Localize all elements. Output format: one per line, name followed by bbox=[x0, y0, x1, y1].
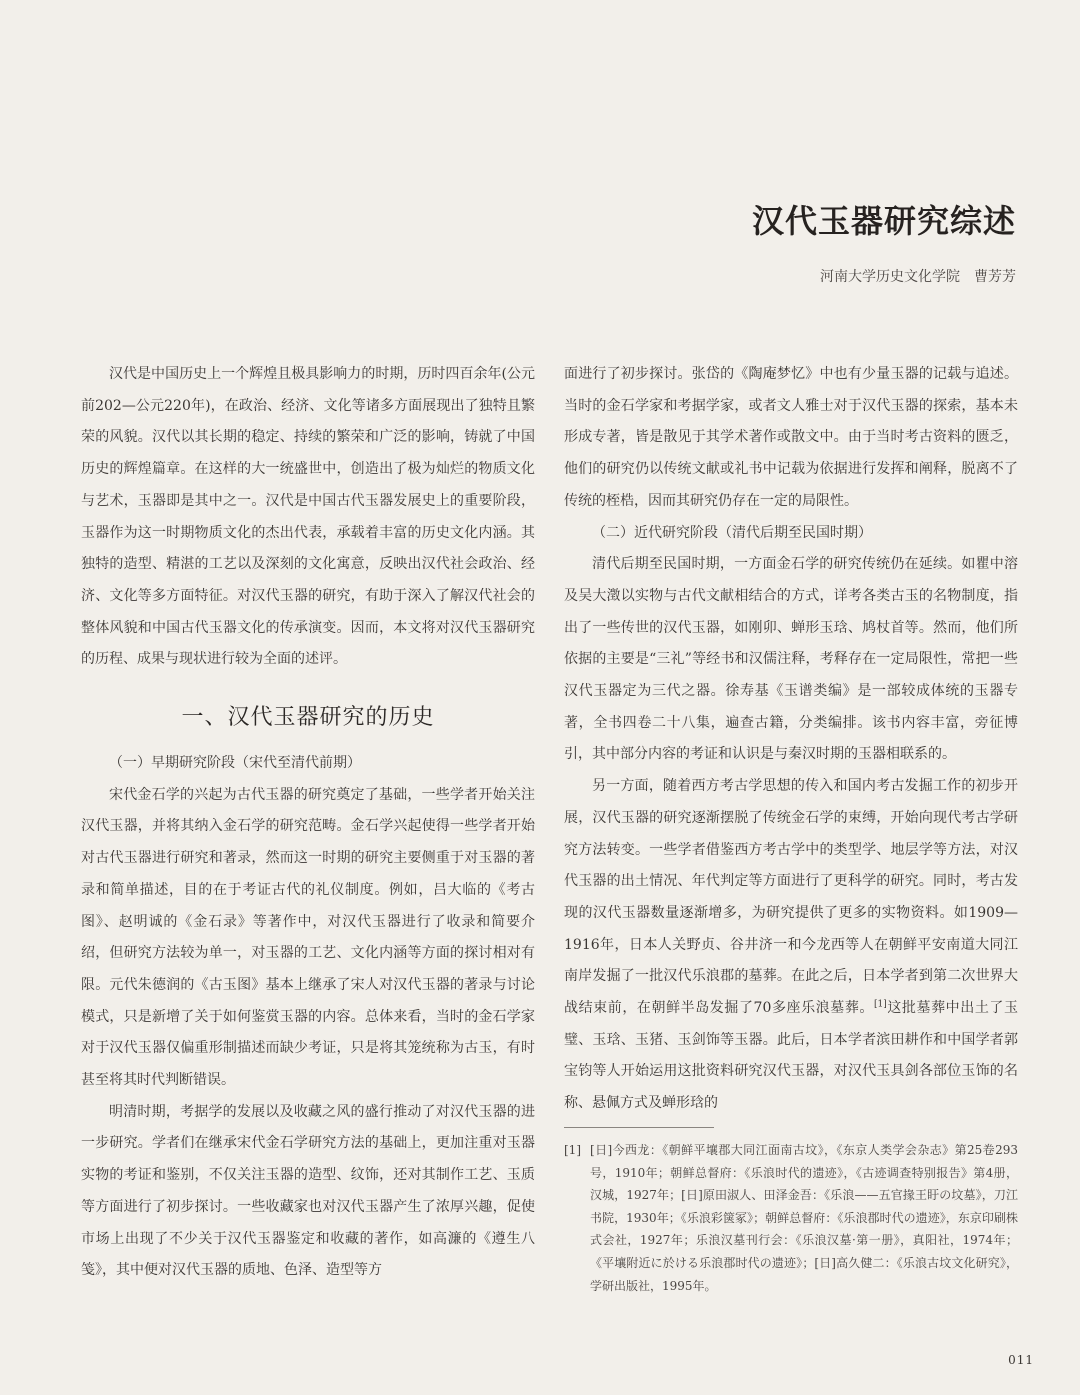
paragraph-late-qing: 清代后期至民国时期，一方面金石学的研究传统仍在延续。如瞿中溶及吴大澂以实物与古代文献相结合的方式，详考各类古玉的名物制度，指出了一些传世的汉代玉器，如刚卯、蝉形玉琀、鸠杖首等。然而，他们所依据的主要是“三礼”等经书和汉儒注释，考释存在一定局限性，常把一些汉代玉器定为三代之器。徐寿基《玉谱类编》是一部较成体统的玉器专著，全书四卷二十八集，遍查古籍，分类编排。该书内容丰富，旁征博引，其中部分内容的考证和认识是与秦汉时期的玉器相联系的。 bbox=[564, 556, 1018, 763]
author-affiliation: 河南大学历史文化学院 bbox=[820, 269, 960, 285]
page-number: 011 bbox=[1008, 1353, 1034, 1367]
paragraph-western-text-cont: 这批墓葬中出土了玉璧、玉琀、玉猪、玉剑饰等玉器。此后，日本学者滨田耕作和中国学者郭宝钧等人开始运用这批资料研究汉代玉器，对汉代玉具剑各部位玉饰的名称、悬佩方式及蝉形琀的 bbox=[564, 1000, 1018, 1112]
right-column bbox=[564, 359, 1018, 1119]
left-column bbox=[81, 359, 535, 1319]
footnote-reference: [1] bbox=[874, 999, 887, 1010]
subheading-early: （一）早期研究阶段（宋代至清代前期） bbox=[109, 755, 361, 772]
paragraph-song: 宋代金石学的兴起为古代玉器的研究奠定了基础，一些学者开始关注汉代玉器，并将其纳入金石学的研究范畴。金石学兴起使得一些学者开始对古代玉器进行研究和著录，然而这一时期的研究主要侧重于对玉器的著录和简单描述，目的在于考证古代的礼仪制度。例如，吕大临的《考古图》、赵明诚的《金石录》等著作中，对汉代玉器进行了收录和简要介绍，但研究方法较为单一，对玉器的工艺、文化内涵等方面的探讨相对有限。元代朱德润的《古玉图》基本上继承了宋人对汉代玉器的著录与讨论模式，只是新增了关于如何鉴赏玉器的内容。总体来看，当时的金石学家对于汉代玉器仅偏重形制描述而缺少考证，只是将其笼统称为古玉，有时甚至将其时代判断错误。 bbox=[81, 786, 535, 1089]
author-line bbox=[820, 266, 1016, 286]
paragraph-western-archaeology bbox=[564, 771, 1018, 1119]
subheading-modern: （二）近代研究阶段（清代后期至民国时期） bbox=[592, 524, 872, 541]
footnote-text: [日]今西龙：《朝鲜平壤郡大同江面南古坟》，《东京人类学会杂志》第25卷293号，1910年；朝鲜总督府：《乐浪时代的遗迹》，《古迹调查特别报告》第4册，汉城，1927年；[日]原田淑人、田泽金吾：《乐浪——五官掾王盱の坟墓》，刀江书院，1930年；《乐浪彩箧冢》；朝鲜总督府：《乐浪郡时代の遗迹》，东京印刷株式会社，1927年；乐浪汉墓刊行会：《乐浪汉墓·第一册》，真阳社，1974年；《平壤附近に於ける乐浪郡时代の遗迹》；[日]高久健二：《乐浪古坟文化研究》，学研出版社，1995年。 bbox=[590, 1143, 1018, 1293]
paragraph-western-text: 另一方面，随着西方考古学思想的传入和国内考古发掘工作的初步开展，汉代玉器的研究逐渐摆脱了传统金石学的束缚，开始向现代考古学研究方法转变。一些学者借鉴西方考古学中的类型学、地层学等方法，对汉代玉器的出土情况、年代判定等方面进行了更科学的研究。同时，考古发现的汉代玉器数量逐渐增多，为研究提供了更多的实物资料。如1909—1916年，日本人关野贞、谷井济一和今龙西等人在朝鲜平安南道大同江南岸发掘了一批汉代乐浪郡的墓葬。在此之后，日本学者到第二次世界大战结束前，在朝鲜半岛发掘了70多座乐浪墓葬。 bbox=[564, 778, 1018, 1017]
paragraph-ming-qing: 明清时期，考据学的发展以及收藏之风的盛行推动了对汉代玉器的进一步研究。学者们在继承宋代金石学研究方法的基础上，更加注重对玉器实物的考证和鉴别，不仅关注玉器的造型、纹饰，还对其制作工艺、玉质等方面进行了初步探讨。一些收藏家也对汉代玉器产生了浓厚兴趣，促使市场上出现了不少关于汉代玉器鉴定和收藏的著作，如高濂的《遵生八笺》，其中便对汉代玉器的质地、色泽、造型等方 bbox=[81, 1103, 535, 1279]
footnote bbox=[564, 1139, 1018, 1297]
intro-paragraph: 汉代是中国历史上一个辉煌且极具影响力的时期，历时四百余年(公元前202—公元220年)，在政治、经济、文化等诸多方面展现出了独特且繁荣的风貌。汉代以其长期的稳定、持续的繁荣和广泛的影响，铸就了中国历史的辉煌篇章。在这样的大一统盛世中，创造出了极为灿烂的物质文化与艺术，玉器即是其中之一。汉代是中国古代玉器发展史上的重要阶段，玉器作为这一时期物质文化的杰出代表，承载着丰富的历史文化内涵。其独特的造型、精湛的工艺以及深刻的文化寓意，反映出汉代社会政治、经济、文化等多方面特征。对汉代玉器的研究，有助于深入了解汉代社会的整体风貌和中国古代玉器文化的传承演变。因而，本文将对汉代玉器研究的历程、成果与现状进行较为全面的述评。 bbox=[81, 366, 535, 668]
paragraph-ming-qing-continued: 面进行了初步探讨。张岱的《陶庵梦忆》中也有少量玉器的记载与追述。当时的金石学家和考据学家，或者文人雅士对于汉代玉器的探索，基本未形成专著，皆是散见于其学术著作或散文中。由于当时考古资料的匮乏，他们的研究仍以传统文献或礼书中记载为依据进行发挥和阐释，脱离不了传统的桎梏，因而其研究仍存在一定的局限性。 bbox=[564, 366, 1018, 509]
author-name: 曹芳芳 bbox=[974, 269, 1016, 285]
article-title: 汉代玉器研究综述 bbox=[751, 202, 1016, 240]
footnote-mark: [1] bbox=[564, 1143, 581, 1157]
footnote-divider bbox=[564, 1127, 714, 1128]
section-heading: 一、汉代玉器研究的历史 bbox=[181, 705, 435, 731]
